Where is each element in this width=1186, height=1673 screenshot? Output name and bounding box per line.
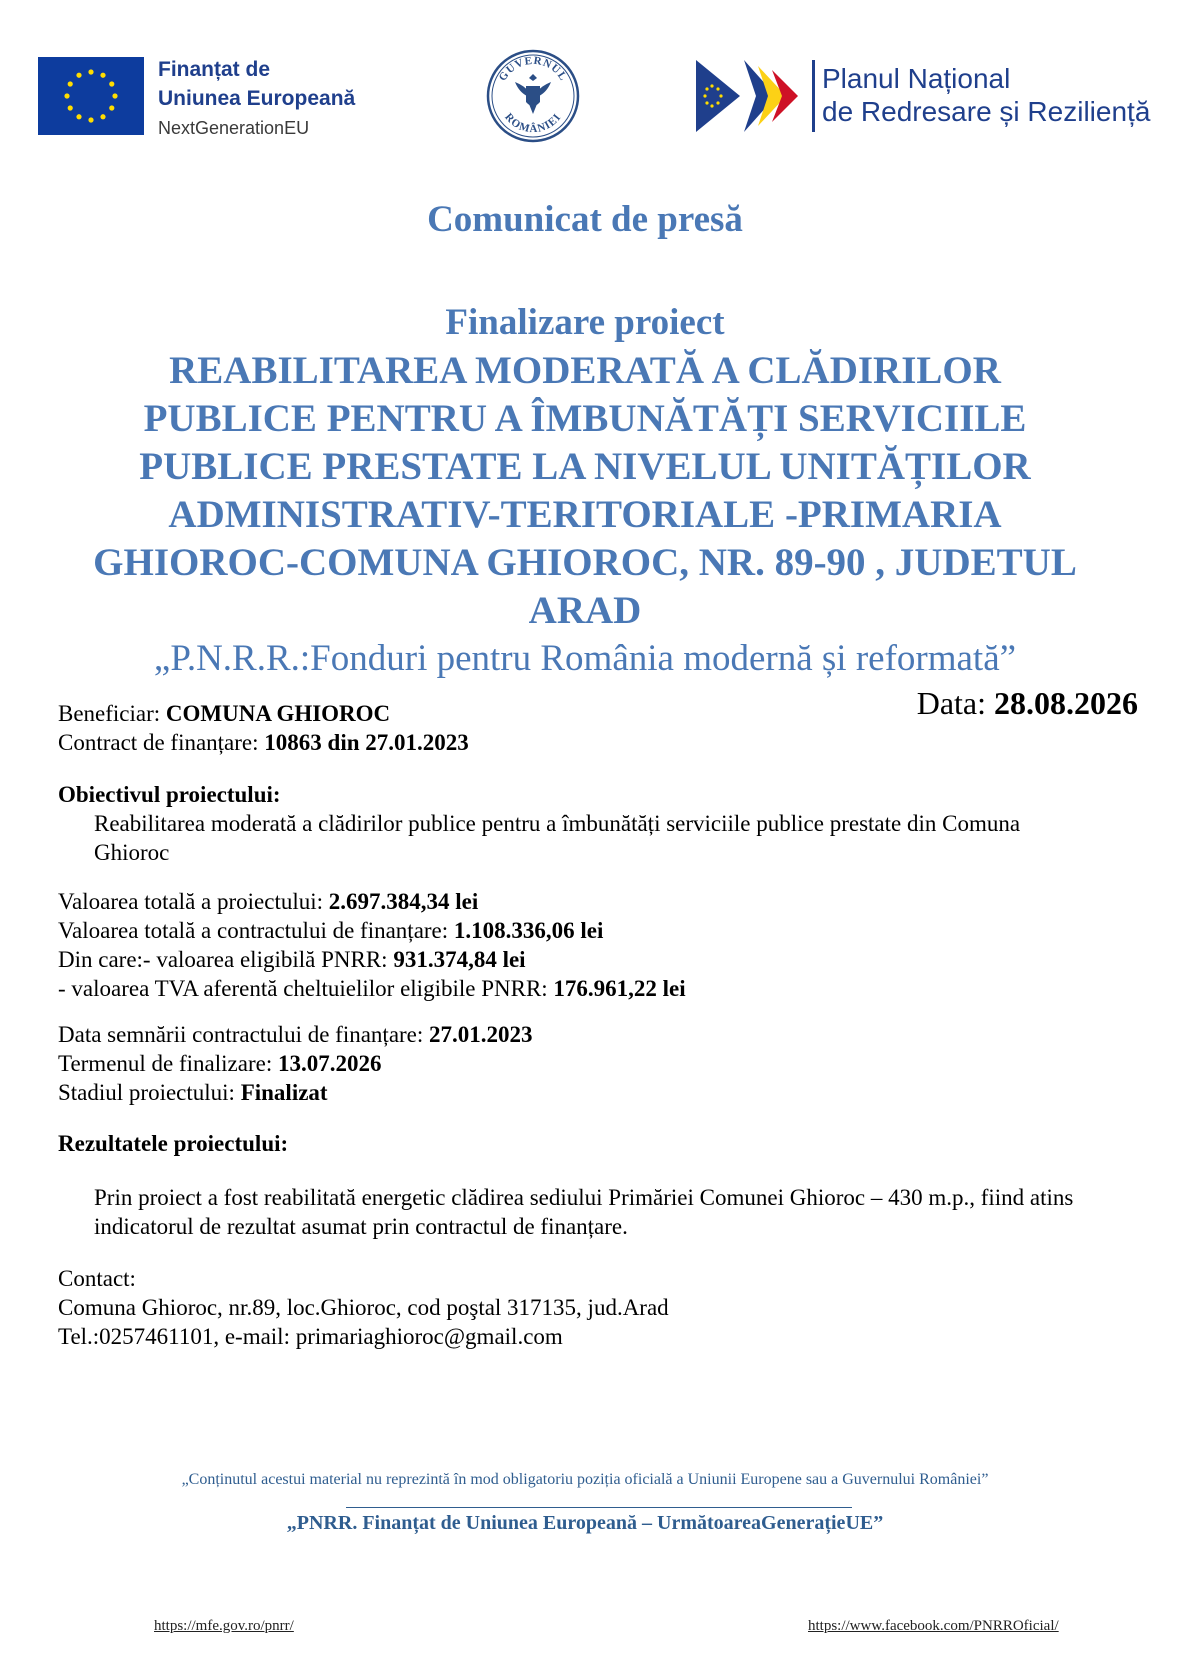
values-block — [58, 887, 1138, 1003]
sign-date-label: Data semnării contractului de finanțare: — [58, 1022, 430, 1047]
results-heading — [58, 1129, 1138, 1158]
total-value: 2.697.384,34 lei — [328, 889, 479, 914]
objective-block — [58, 780, 1138, 867]
total-value-label: Valoarea totală a proiectului: — [58, 889, 329, 914]
project-title-line: GHIOROC-COMUNA GHIOROC, NR. 89-90 , JUDETUL — [93, 541, 1077, 584]
pnrr-logo — [696, 60, 808, 132]
stage-value: Finalizat — [240, 1080, 328, 1105]
project-title-line: ARAD — [528, 589, 642, 632]
contact-label: Contact: — [58, 1266, 136, 1291]
eu-stars-icon — [38, 57, 144, 135]
facebook-link[interactable]: https://www.facebook.com/PNRROficial/ — [808, 1618, 1059, 1634]
beneficiary-value: COMUNA GHIOROC — [165, 701, 391, 726]
eu-star-icon — [109, 105, 114, 110]
svg-text:ROMÂNIEI — [502, 111, 564, 135]
stage-label: Stadiul proiectului: — [58, 1080, 241, 1105]
eu-line-2: Uniunea Europeană — [158, 87, 356, 110]
press-release-title: Comunicat de presă — [427, 199, 743, 240]
eu-line-1: Finanțat de — [158, 58, 271, 81]
contact-address: Comuna Ghioroc, nr.89, loc.Ghioroc, cod poştal 317135, jud.Arad — [58, 1295, 669, 1320]
eu-star-icon — [100, 73, 105, 78]
sign-date-value: 27.01.2023 — [429, 1022, 533, 1047]
pnrr-name-label — [822, 62, 1150, 128]
seal-text-top: GUVERNUL — [496, 54, 570, 84]
beneficiary-label: Beneficiar: — [58, 701, 166, 726]
eu-star-icon — [112, 93, 117, 98]
results-text: Prin proiect a fost reabilitată energetic clădirea sediului Primăriei Comunei Ghioroc – 430 m.p., fiind atins indicatorul de rezultat asumat prin contractul de finanțare. — [94, 1185, 1074, 1239]
project-title-line: ADMINISTRATIV-TERITORIALE -PRIMARIA — [168, 493, 1002, 536]
eu-star-icon — [68, 105, 73, 110]
eligible-label: Din care:- valoarea eligibilă PNRR: — [58, 947, 394, 972]
contract-value: 10863 din 27.01.2023 — [264, 730, 469, 755]
deadline-label: Termenul de finalizare: — [58, 1051, 278, 1076]
contract-total-value: 1.108.336,06 lei — [453, 918, 604, 943]
project-title-line: PUBLICE PRESTATE LA NIVELUL UNITĂȚILOR — [139, 445, 1031, 488]
pnrr-line-1: Planul Național — [822, 63, 1011, 94]
seal-text-bottom: ROMÂNIEI — [502, 111, 564, 136]
vat-label: - valoarea TVA aferentă cheltuielilor eligibile PNRR: — [58, 976, 554, 1001]
eu-funding-label — [158, 55, 355, 143]
contact-phone-email: Tel.:0257461101, e-mail: primariaghioroc@gmail.com — [58, 1324, 563, 1349]
vat-value: 176.961,22 lei — [553, 976, 686, 1001]
dates-block — [58, 1020, 1138, 1107]
beneficiary-block — [58, 699, 1138, 757]
project-title-block — [40, 299, 1130, 635]
program-subtitle: „P.N.R.R.:Fonduri pentru România modernă și reformată” — [153, 638, 1017, 679]
eu-flag-logo — [38, 57, 144, 135]
contact-block — [58, 1264, 1138, 1351]
contract-total-label: Valoarea totală a contractului de finanțare: — [58, 918, 454, 943]
project-title-line: REABILITAREA MODERATĂ A CLĂDIRILOR — [169, 349, 1001, 392]
eu-star-icon — [76, 73, 81, 78]
date-value: 28.08.2026 — [994, 685, 1138, 721]
objective-text: Reabilitarea moderată a clădirilor publice pentru a îmbunătăți serviciile publice prestate din Comuna Ghioroc — [94, 811, 1021, 865]
eu-star-icon — [68, 81, 73, 86]
pnrr-line-2: de Redresare și Reziliență — [822, 96, 1151, 127]
project-heading: Finalizare proiect — [445, 302, 725, 343]
government-seal-logo — [485, 42, 581, 150]
eu-star-icon — [64, 93, 69, 98]
objective-heading: Obiectivul proiectului: — [58, 782, 281, 807]
eu-line-3: NextGenerationEU — [158, 118, 310, 138]
eu-star-icon — [88, 117, 93, 122]
disclaimer: „Conținutul acestui material nu reprezintă în mod obligatoriu poziția oficială a Uniunii Europene sau a Guvernului României” — [181, 1471, 989, 1488]
eu-star-icon — [100, 114, 105, 119]
footer-divider — [346, 1507, 852, 1508]
results-heading-text: Rezultatele proiectului: — [58, 1131, 289, 1156]
mfe-link[interactable]: https://mfe.gov.ro/pnrr/ — [154, 1618, 294, 1634]
eu-star-icon — [88, 69, 93, 74]
eligible-value: 931.374,84 lei — [393, 947, 526, 972]
eu-star-icon — [109, 81, 114, 86]
eu-star-icon — [76, 114, 81, 119]
date-label: Data: — [916, 685, 994, 721]
deadline-value: 13.07.2026 — [277, 1051, 382, 1076]
contract-label: Contract de finanțare: — [58, 730, 265, 755]
project-title-line: PUBLICE PENTRU A ÎMBUNĂTĂȚI SERVICIILE — [143, 397, 1027, 440]
footer-slogan: „PNRR. Finanțat de Uniunea Europeană – UrmătoareaGenerațieUE” — [286, 1512, 884, 1534]
pnrr-separator — [812, 60, 815, 132]
